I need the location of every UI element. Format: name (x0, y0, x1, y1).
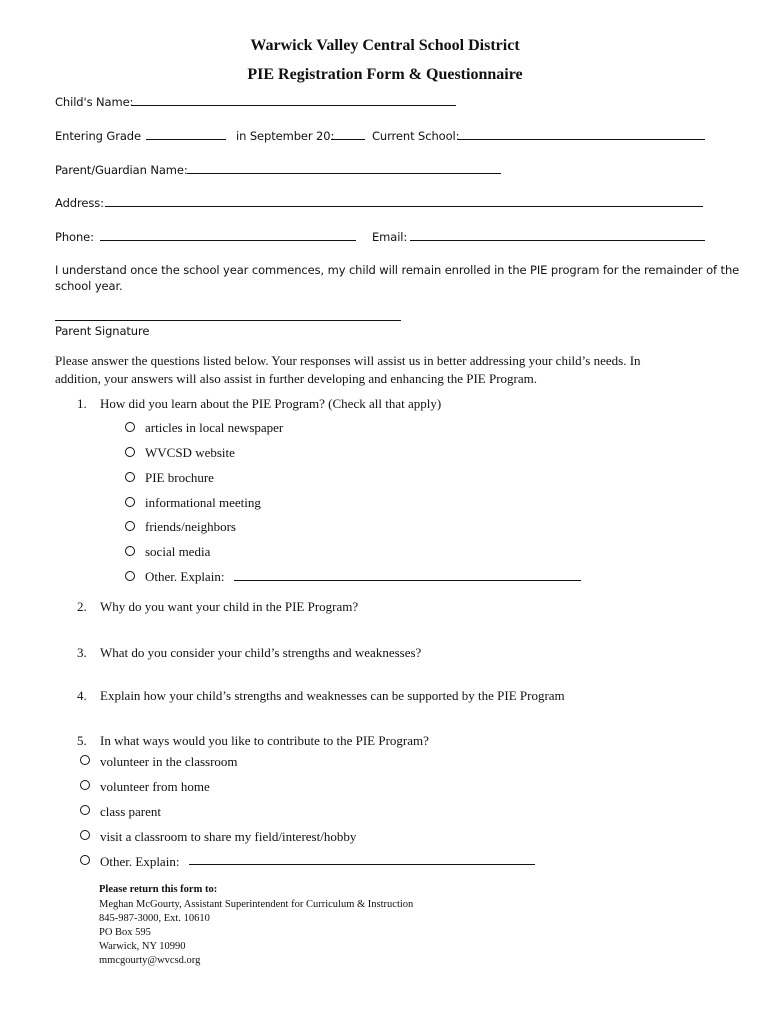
q5-option-4-radio[interactable] (80, 830, 90, 840)
address-label: Address: (55, 196, 104, 210)
parent-name-label: Parent/Guardian Name: (55, 163, 188, 177)
intro-line-1: Please answer the questions listed below. Your responses will assist us in better addressing your child’s needs. In (55, 353, 641, 368)
contact-city: Warwick, NY 10990 (99, 941, 186, 952)
phone-label: Phone: (55, 230, 94, 244)
phone-field[interactable] (100, 240, 356, 241)
intro-line-2: addition, your answers will also assist in further developing and enhancing the PIE Program. (55, 371, 537, 386)
q1-option-3-label: PIE brochure (145, 470, 214, 485)
contact-email: mmcgourty@wvcsd.org (99, 955, 201, 966)
q5-option-2-radio[interactable] (80, 780, 90, 790)
q5-option-1-radio[interactable] (80, 755, 90, 765)
q1-option-3-radio[interactable] (125, 472, 135, 482)
q1-text: How did you learn about the PIE Program? (Check all that apply) (100, 396, 442, 411)
q1-number: 1. (77, 396, 87, 411)
childs-name-field[interactable] (132, 105, 456, 106)
signature-label: Parent Signature (55, 324, 150, 338)
q1-option-4-label: informational meeting (145, 495, 261, 510)
q1-other-explain-field[interactable] (234, 580, 581, 581)
return-heading: Please return this form to: (99, 884, 218, 895)
q1-option-7-radio[interactable] (125, 571, 135, 581)
q5-option-4-label: visit a classroom to share my field/interest/hobby (100, 829, 357, 844)
q4-text: Explain how your child’s strengths and weaknesses can be supported by the PIE Program (100, 688, 565, 703)
q1-option-6-radio[interactable] (125, 546, 135, 556)
current-school-label: Current School: (372, 129, 460, 143)
q5-option-2-label: volunteer from home (100, 779, 210, 794)
q5-option-3-radio[interactable] (80, 805, 90, 815)
q3-number: 3. (77, 645, 87, 660)
q5-option-5-label: Other. Explain: (100, 854, 180, 869)
september-year-field[interactable] (331, 139, 365, 140)
contact-name: Meghan McGourty, Assistant Superintendent for Curriculum & Instruction (99, 899, 414, 910)
q2-text: Why do you want your child in the PIE Program? (100, 599, 359, 614)
current-school-field[interactable] (458, 139, 705, 140)
q1-option-6-label: social media (145, 544, 211, 559)
q4-number: 4. (77, 688, 87, 703)
form-title: PIE Registration Form & Questionnaire (247, 66, 523, 83)
contact-po-box: PO Box 595 (99, 927, 151, 938)
childs-name-label: Child's Name: (55, 95, 134, 109)
signature-field[interactable] (55, 320, 401, 321)
q2-number: 2. (77, 599, 87, 614)
q3-text: What do you consider your child’s strengths and weaknesses? (100, 645, 422, 660)
agreement-line-1: I understand once the school year commences, my child will remain enrolled in the PIE program for the remainder of the (55, 263, 740, 277)
agreement-line-2: school year. (55, 279, 123, 293)
district-title: Warwick Valley Central School District (250, 37, 520, 54)
q1-option-5-radio[interactable] (125, 521, 135, 531)
q5-other-explain-field[interactable] (189, 864, 535, 865)
parent-name-field[interactable] (187, 173, 501, 174)
q5-number: 5. (77, 733, 87, 748)
q5-option-3-label: class parent (100, 804, 162, 819)
address-field[interactable] (105, 206, 703, 207)
q5-option-5-radio[interactable] (80, 855, 90, 865)
september-label: in September 20: (236, 129, 335, 143)
q5-option-1-label: volunteer in the classroom (100, 754, 238, 769)
q5-text: In what ways would you like to contribute to the PIE Program? (100, 733, 429, 748)
email-field[interactable] (410, 240, 705, 241)
entering-grade-field[interactable] (146, 139, 226, 140)
q1-option-5-label: friends/neighbors (145, 519, 236, 534)
q1-option-1-label: articles in local newspaper (145, 420, 284, 435)
q1-option-1-radio[interactable] (125, 422, 135, 432)
email-label: Email: (372, 230, 408, 244)
contact-phone: 845-987-3000, Ext. 10610 (99, 913, 210, 924)
q1-option-4-radio[interactable] (125, 497, 135, 507)
q1-option-2-radio[interactable] (125, 447, 135, 457)
q1-option-2-label: WVCSD website (145, 445, 235, 460)
q1-option-7-label: Other. Explain: (145, 569, 225, 584)
entering-grade-label: Entering Grade (55, 129, 141, 143)
